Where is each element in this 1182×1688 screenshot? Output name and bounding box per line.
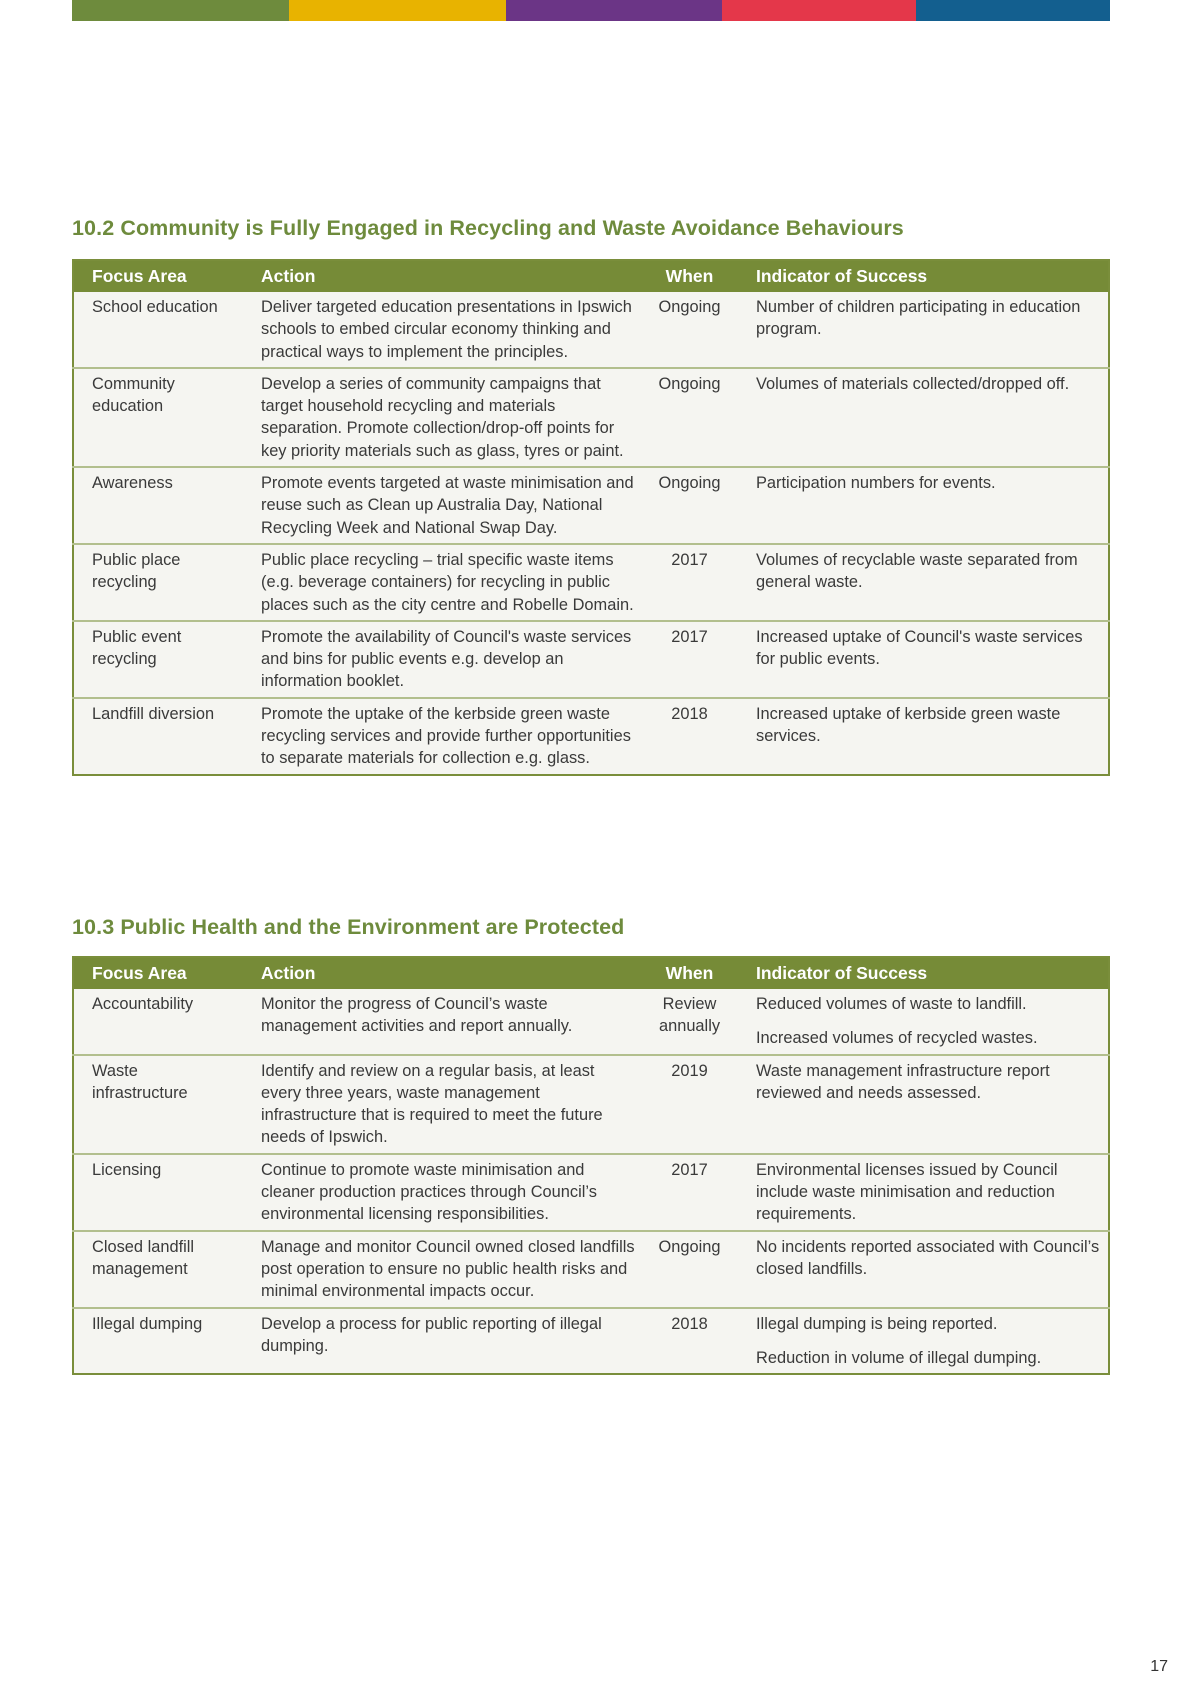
- focus-area-cell: Accountability: [73, 989, 243, 1055]
- table-row: [73, 467, 1109, 544]
- table-row: [73, 1154, 1109, 1231]
- focus-area-cell: Public place recycling: [73, 544, 243, 621]
- indicator-cell: [738, 467, 1109, 544]
- table-row: [73, 621, 1109, 698]
- indicator-line: Number of children participating in education program.: [756, 298, 1081, 339]
- action-cell: Manage and monitor Council owned closed landfills post operation to ensure no public health risks and minimal environmental impacts occur.: [243, 1231, 641, 1308]
- when-cell: Ongoing: [641, 292, 738, 368]
- indicator-line: Volumes of recyclable waste separated from general waste.: [756, 550, 1078, 592]
- table-row: [73, 1055, 1109, 1154]
- indicator-cell: [738, 1154, 1109, 1231]
- table-row: [73, 292, 1109, 368]
- when-cell: 2017: [641, 544, 738, 621]
- color-segment-purple: [506, 0, 722, 21]
- action-cell: Monitor the progress of Council’s waste management activities and report annually.: [243, 989, 641, 1055]
- indicator-cell: [738, 1055, 1109, 1154]
- indicator-cell: [738, 368, 1109, 467]
- section-title-public-health: 10.3 Public Health and the Environment are Protected: [72, 915, 625, 939]
- header-action: Action: [243, 957, 641, 989]
- focus-area-cell: Public event recycling: [73, 621, 243, 698]
- table-row: [73, 698, 1109, 775]
- focus-area-cell: Community education: [73, 368, 243, 467]
- indicator-line: Reduced volumes of waste to landfill.: [756, 995, 1027, 1013]
- color-segment-blue: [916, 0, 1110, 21]
- when-cell: 2017: [641, 621, 738, 698]
- table-header-row: [73, 260, 1109, 292]
- focus-area-cell: Closed landfill management: [73, 1231, 243, 1308]
- when-cell: 2017: [641, 1154, 738, 1231]
- table-row: [73, 1231, 1109, 1308]
- brand-color-bar: [72, 0, 1110, 21]
- section-title-community: 10.2 Community is Fully Engaged in Recycling and Waste Avoidance Behaviours: [72, 216, 904, 240]
- action-cell: Promote the uptake of the kerbside green waste recycling services and provide further opportunities to separate materials for collection e.g. glass.: [261, 704, 631, 768]
- action-cell: Continue to promote waste minimisation and cleaner production practices through Council’s environmental licensing responsibilities.: [243, 1154, 641, 1231]
- header-when: When: [641, 957, 738, 989]
- focus-area-cell: Licensing: [73, 1154, 243, 1231]
- indicator-line: No incidents reported associated with Council’s closed landfills.: [756, 1237, 1100, 1278]
- header-action: Action: [243, 260, 641, 292]
- indicator-line: Increased uptake of kerbside green waste services.: [756, 704, 1061, 746]
- focus-area-cell: School education: [73, 292, 243, 368]
- indicator-cell: [738, 292, 1109, 368]
- indicator-line: Increased uptake of Council's waste services for public events.: [756, 627, 1083, 669]
- table-row: [73, 989, 1109, 1055]
- when-cell: Ongoing: [641, 467, 738, 544]
- color-segment-red: [722, 0, 916, 21]
- header-focus-area: Focus Area: [73, 957, 243, 989]
- action-cell: Develop a process for public reporting of illegal dumping.: [261, 1314, 602, 1355]
- action-cell: Promote events targeted at waste minimisation and reuse such as Clean up Australia Day, National Recycling Week and National Swap Day.: [243, 467, 641, 544]
- indicator-line: Increased volumes of recycled wastes.: [756, 1029, 1038, 1048]
- focus-area-cell: Awareness: [73, 467, 243, 544]
- indicator-cell: [738, 698, 1109, 775]
- when-cell: Ongoing: [641, 368, 738, 467]
- indicator-cell: [738, 544, 1109, 621]
- indicator-line: Illegal dumping is being reported.: [756, 1314, 998, 1333]
- when-cell: 2018: [671, 704, 708, 723]
- indicator-line: Volumes of materials collected/dropped off.: [756, 374, 1070, 393]
- indicator-cell: [738, 1231, 1109, 1308]
- action-cell: Deliver targeted education presentations in Ipswich schools to embed circular economy thinking and practical ways to implement the principles.: [243, 292, 641, 368]
- focus-area-cell: Landfill diversion: [92, 704, 215, 723]
- header-when: When: [641, 260, 738, 292]
- indicator-line: Environmental licenses issued by Council include waste minimisation and reduction requirements.: [756, 1160, 1058, 1224]
- table-header-row: [73, 957, 1109, 989]
- when-cell: 2018: [671, 1314, 708, 1333]
- color-segment-yellow: [289, 0, 506, 21]
- community-engagement-table: [72, 259, 1110, 776]
- action-cell: Public place recycling – trial specific waste items (e.g. beverage containers) for recycling in public places such as the city centre and Robelle Domain.: [243, 544, 641, 621]
- public-health-table: [72, 956, 1110, 1375]
- indicator-cell: [738, 621, 1109, 698]
- when-cell: 2019: [641, 1055, 738, 1154]
- action-cell: Identify and review on a regular basis, at least every three years, waste management infrastructure that is required to meet the future needs of Ipswich.: [243, 1055, 641, 1154]
- indicator-cell: [738, 1308, 1109, 1375]
- page-number: 17: [1150, 1658, 1168, 1675]
- table-row: [73, 368, 1109, 467]
- focus-area-cell: Waste infrastructure: [73, 1055, 243, 1154]
- header-indicator: Indicator of Success: [738, 260, 1109, 292]
- when-cell: Review annually: [641, 989, 738, 1055]
- action-cell: Develop a series of community campaigns that target household recycling and materials separation. Promote collection/drop-off points for key priority materials such as glass, tyres or paint.: [243, 368, 641, 467]
- table-row: [73, 1308, 1109, 1375]
- header-indicator: Indicator of Success: [738, 957, 1109, 989]
- action-cell: Promote the availability of Council's waste services and bins for public events e.g. develop an information booklet.: [243, 621, 641, 698]
- indicator-line: Waste management infrastructure report reviewed and needs assessed.: [756, 1061, 1050, 1102]
- header-focus-area: Focus Area: [73, 260, 243, 292]
- indicator-line: Participation numbers for events.: [756, 474, 996, 493]
- table-row: [73, 544, 1109, 621]
- indicator-line: Reduction in volume of illegal dumping.: [756, 1348, 1042, 1367]
- indicator-cell: [738, 989, 1109, 1055]
- color-segment-green: [72, 0, 289, 21]
- focus-area-cell: Illegal dumping: [92, 1314, 203, 1333]
- when-cell: Ongoing: [641, 1231, 738, 1308]
